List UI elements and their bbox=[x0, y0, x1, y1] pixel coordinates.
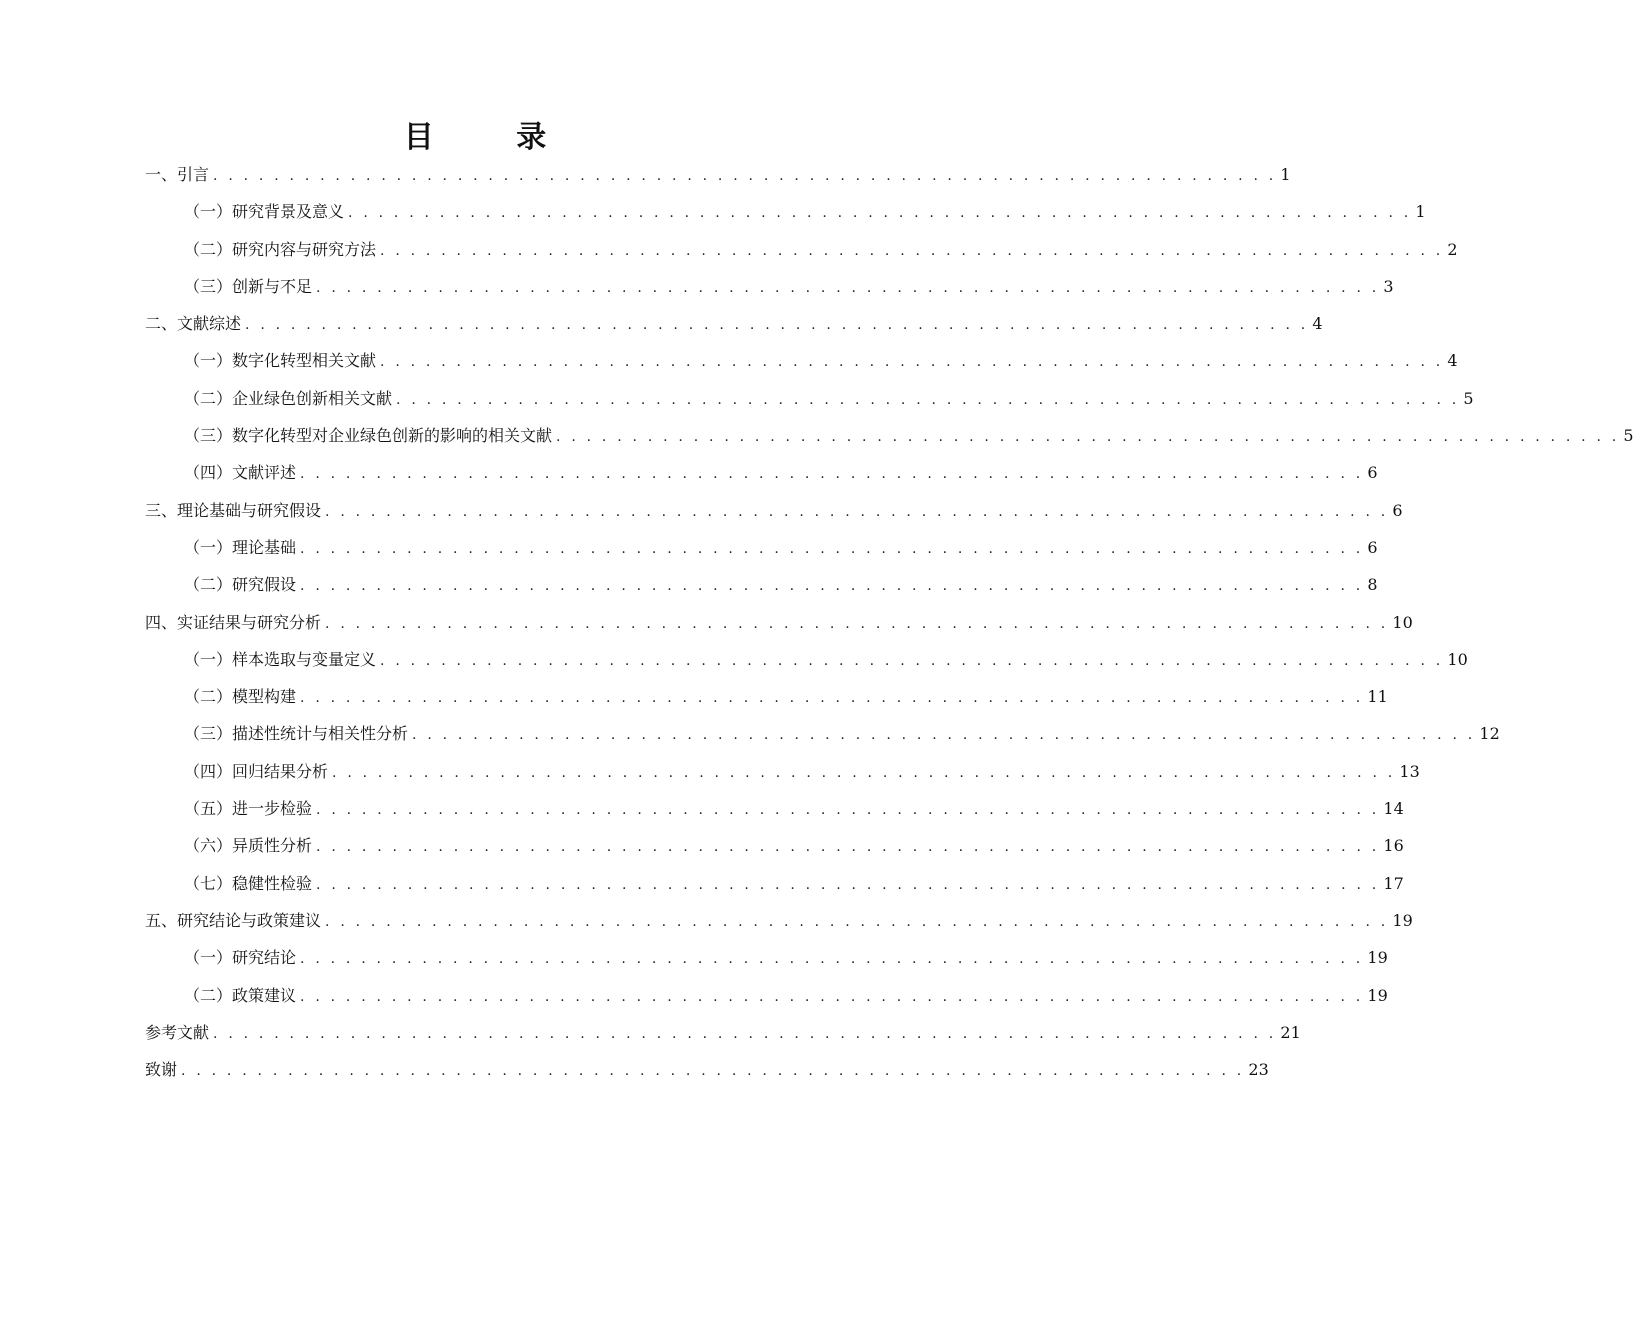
toc-dot-leader: . . . . . . . . . . . . . . . . . . . . . . . . . . . . . . . . . . . . . . . . . . . . . . . . . . . . . . . . . . . . . . . . . . . . . . bbox=[412, 727, 1476, 744]
toc-entry-label: 二、文献综述 bbox=[145, 314, 242, 334]
toc-entry-page-number: 5 bbox=[1623, 426, 1634, 446]
toc-section-entry[interactable] bbox=[145, 454, 1378, 491]
toc-dot-leader: . . . . . . . . . . . . . . . . . . . . . . . . . . . . . . . . . . . . . . . . . . . . . . . . . . . . . . . . . . . . . . . . . . . . . . bbox=[300, 578, 1364, 595]
toc-entry-label: （三）数字化转型对企业绿色创新的影响的相关文献 bbox=[184, 426, 553, 446]
toc-dot-leader: . . . . . . . . . . . . . . . . . . . . . . . . . . . . . . . . . . . . . . . . . . . . . . . . . . . . . . . . . . . . . . . . . . . . . . bbox=[245, 317, 1309, 334]
toc-section-entry[interactable] bbox=[145, 641, 1468, 678]
toc-section-entry[interactable] bbox=[145, 790, 1404, 827]
toc-dot-leader: . . . . . . . . . . . . . . . . . . . . . . . . . . . . . . . . . . . . . . . . . . . . . . . . . . . . . . . . . . . . . . . . . . . . . . bbox=[213, 1025, 1277, 1042]
toc-entry-page-number: 10 bbox=[1447, 649, 1468, 669]
toc-dot-leader: . . . . . . . . . . . . . . . . . . . . . . . . . . . . . . . . . . . . . . . . . . . . . . . . . . . . . . . . . . . . . . . . . . . . . . bbox=[316, 802, 1380, 819]
toc-dot-leader: . . . . . . . . . . . . . . . . . . . . . . . . . . . . . . . . . . . . . . . . . . . . . . . . . . . . . . . . . . . . . . . . . . . . . . bbox=[213, 168, 1277, 184]
toc-dot-leader: . . . . . . . . . . . . . . . . . . . . . . . . . . . . . . . . . . . . . . . . . . . . . . . . . . . . . . . . . . . . . . . . . . . . . . bbox=[325, 913, 1389, 930]
toc-section-entry[interactable] bbox=[145, 380, 1474, 417]
toc-entry-page-number: 17 bbox=[1383, 873, 1404, 893]
toc-section-entry[interactable] bbox=[145, 827, 1404, 864]
toc-entry-page-number: 4 bbox=[1447, 351, 1458, 371]
toc-entry-label: （二）模型构建 bbox=[184, 687, 297, 707]
page-title: 目 录 bbox=[403, 120, 583, 155]
toc-entry-page-number: 1 bbox=[1280, 165, 1291, 184]
toc-entry-label: （二）研究假设 bbox=[184, 575, 297, 595]
toc-dot-leader: . . . . . . . . . . . . . . . . . . . . . . . . . . . . . . . . . . . . . . . . . . . . . . . . . . . . . . . . . . . . . . . . . . . . . . bbox=[556, 429, 1620, 446]
toc-entry-page-number: 21 bbox=[1280, 1022, 1301, 1042]
toc-entry-label: （四）回归结果分析 bbox=[184, 761, 329, 781]
toc-entry-label: （一）数字化转型相关文献 bbox=[184, 351, 377, 371]
toc-entry-page-number: 1 bbox=[1415, 202, 1426, 222]
toc-entry-label: 五、研究结论与政策建议 bbox=[145, 910, 322, 930]
toc-entry-label: 三、理论基础与研究假设 bbox=[145, 500, 322, 520]
toc-chapter-entry[interactable] bbox=[145, 1051, 1269, 1088]
toc-entry-label: 四、实证结果与研究分析 bbox=[145, 612, 322, 632]
toc-entry-page-number: 2 bbox=[1447, 239, 1458, 259]
toc-entry-label: （一）样本选取与变量定义 bbox=[184, 649, 377, 669]
toc-entry-label: （二）企业绿色创新相关文献 bbox=[184, 388, 393, 408]
toc-dot-leader: . . . . . . . . . . . . . . . . . . . . . . . . . . . . . . . . . . . . . . . . . . . . . . . . . . . . . . . . . . . . . . . . . . . . . . bbox=[300, 690, 1364, 707]
toc-entry-label: 参考文献 bbox=[145, 1022, 210, 1042]
toc-entry-label: （五）进一步检验 bbox=[184, 799, 313, 819]
toc-dot-leader: . . . . . . . . . . . . . . . . . . . . . . . . . . . . . . . . . . . . . . . . . . . . . . . . . . . . . . . . . . . . . . . . . . . . . . bbox=[348, 205, 1412, 222]
toc-dot-leader: . . . . . . . . . . . . . . . . . . . . . . . . . . . . . . . . . . . . . . . . . . . . . . . . . . . . . . . . . . . . . . . . . . . . . . bbox=[380, 242, 1444, 259]
toc-entry-page-number: 19 bbox=[1367, 985, 1388, 1005]
toc-chapter-entry[interactable] bbox=[145, 156, 1291, 193]
toc-section-entry[interactable] bbox=[145, 939, 1388, 976]
toc-entry-page-number: 14 bbox=[1383, 799, 1404, 819]
toc-chapter-entry[interactable] bbox=[145, 902, 1413, 939]
toc-entry-label: （二）研究内容与研究方法 bbox=[184, 239, 377, 259]
toc-entry-page-number: 19 bbox=[1392, 910, 1413, 930]
toc-entry-label: （二）政策建议 bbox=[184, 985, 297, 1005]
toc-section-entry[interactable] bbox=[145, 865, 1404, 902]
toc-chapter-entry[interactable] bbox=[145, 305, 1323, 342]
toc-dot-leader: . . . . . . . . . . . . . . . . . . . . . . . . . . . . . . . . . . . . . . . . . . . . . . . . . . . . . . . . . . . . . . . . . . . . . . bbox=[380, 652, 1444, 669]
toc-chapter-entry[interactable] bbox=[145, 604, 1413, 641]
toc-dot-leader: . . . . . . . . . . . . . . . . . . . . . . . . . . . . . . . . . . . . . . . . . . . . . . . . . . . . . . . . . . . . . . . . . . . . . . bbox=[332, 764, 1396, 781]
toc-section-entry[interactable] bbox=[145, 231, 1458, 268]
toc-section-entry[interactable] bbox=[145, 715, 1500, 752]
toc-section-entry[interactable] bbox=[145, 268, 1394, 305]
toc-dot-leader: . . . . . . . . . . . . . . . . . . . . . . . . . . . . . . . . . . . . . . . . . . . . . . . . . . . . . . . . . . . . . . . . . . . . . . bbox=[300, 466, 1364, 483]
toc-entry-label: （三）创新与不足 bbox=[184, 276, 313, 296]
toc-chapter-entry[interactable] bbox=[145, 492, 1403, 529]
toc-entry-label: 一、引言 bbox=[145, 165, 210, 184]
toc-entry-page-number: 19 bbox=[1367, 948, 1388, 968]
toc-entry-label: （六）异质性分析 bbox=[184, 836, 313, 856]
toc-entry-page-number: 13 bbox=[1399, 761, 1420, 781]
toc-entry-page-number: 16 bbox=[1383, 836, 1404, 856]
toc-dot-leader: . . . . . . . . . . . . . . . . . . . . . . . . . . . . . . . . . . . . . . . . . . . . . . . . . . . . . . . . . . . . . . . . . . . . . . bbox=[300, 988, 1364, 1005]
toc-entry-page-number: 11 bbox=[1367, 687, 1388, 707]
toc-dot-leader: . . . . . . . . . . . . . . . . . . . . . . . . . . . . . . . . . . . . . . . . . . . . . . . . . . . . . . . . . . . . . . . . . . . . . . bbox=[300, 951, 1364, 968]
toc-entry-label: （一）研究背景及意义 bbox=[184, 202, 345, 222]
toc-dot-leader: . . . . . . . . . . . . . . . . . . . . . . . . . . . . . . . . . . . . . . . . . . . . . . . . . . . . . . . . . . . . . . . . . . . . . . bbox=[181, 1063, 1245, 1080]
toc-dot-leader: . . . . . . . . . . . . . . . . . . . . . . . . . . . . . . . . . . . . . . . . . . . . . . . . . . . . . . . . . . . . . . . . . . . . . . bbox=[300, 540, 1364, 557]
toc-entry-page-number: 6 bbox=[1367, 463, 1378, 483]
toc-dot-leader: . . . . . . . . . . . . . . . . . . . . . . . . . . . . . . . . . . . . . . . . . . . . . . . . . . . . . . . . . . . . . . . . . . . . . . bbox=[316, 876, 1380, 893]
toc-section-entry[interactable] bbox=[145, 977, 1388, 1014]
toc-entry-page-number: 3 bbox=[1383, 276, 1394, 296]
toc-dot-leader: . . . . . . . . . . . . . . . . . . . . . . . . . . . . . . . . . . . . . . . . . . . . . . . . . . . . . . . . . . . . . . . . . . . . . . bbox=[316, 839, 1380, 856]
toc-section-entry[interactable] bbox=[145, 417, 1634, 454]
toc-dot-leader: . . . . . . . . . . . . . . . . . . . . . . . . . . . . . . . . . . . . . . . . . . . . . . . . . . . . . . . . . . . . . . . . . . . . . . bbox=[325, 615, 1389, 632]
toc-entry-page-number: 12 bbox=[1479, 724, 1500, 744]
toc-entry-page-number: 6 bbox=[1392, 500, 1403, 520]
toc-section-entry[interactable] bbox=[145, 566, 1378, 603]
toc-entry-page-number: 4 bbox=[1312, 314, 1323, 334]
toc-entry-page-number: 10 bbox=[1392, 612, 1413, 632]
toc-section-entry[interactable] bbox=[145, 342, 1458, 379]
toc-entry-label: （一）研究结论 bbox=[184, 948, 297, 968]
toc-section-entry[interactable] bbox=[145, 529, 1378, 566]
toc-section-entry[interactable] bbox=[145, 678, 1388, 715]
toc-entry-page-number: 5 bbox=[1463, 388, 1474, 408]
toc-entry-label: 致谢 bbox=[145, 1060, 178, 1080]
toc-entry-page-number: 8 bbox=[1367, 575, 1378, 595]
toc-entry-label: （一）理论基础 bbox=[184, 537, 297, 557]
toc-entry-label: （七）稳健性检验 bbox=[184, 873, 313, 893]
toc-section-entry[interactable] bbox=[145, 753, 1420, 790]
toc-dot-leader: . . . . . . . . . . . . . . . . . . . . . . . . . . . . . . . . . . . . . . . . . . . . . . . . . . . . . . . . . . . . . . . . . . . . . . bbox=[396, 391, 1460, 408]
toc-entry-page-number: 23 bbox=[1248, 1060, 1269, 1080]
toc-entry-page-number: 6 bbox=[1367, 537, 1378, 557]
toc-dot-leader: . . . . . . . . . . . . . . . . . . . . . . . . . . . . . . . . . . . . . . . . . . . . . . . . . . . . . . . . . . . . . . . . . . . . . . bbox=[325, 503, 1389, 520]
table-of-contents bbox=[145, 156, 1634, 1088]
toc-dot-leader: . . . . . . . . . . . . . . . . . . . . . . . . . . . . . . . . . . . . . . . . . . . . . . . . . . . . . . . . . . . . . . . . . . . . . . bbox=[380, 354, 1444, 371]
toc-chapter-entry[interactable] bbox=[145, 1014, 1301, 1051]
toc-section-entry[interactable] bbox=[145, 193, 1426, 230]
toc-entry-label: （三）描述性统计与相关性分析 bbox=[184, 724, 409, 744]
toc-dot-leader: . . . . . . . . . . . . . . . . . . . . . . . . . . . . . . . . . . . . . . . . . . . . . . . . . . . . . . . . . . . . . . . . . . . . . . bbox=[316, 279, 1380, 296]
toc-entry-label: （四）文献评述 bbox=[184, 463, 297, 483]
